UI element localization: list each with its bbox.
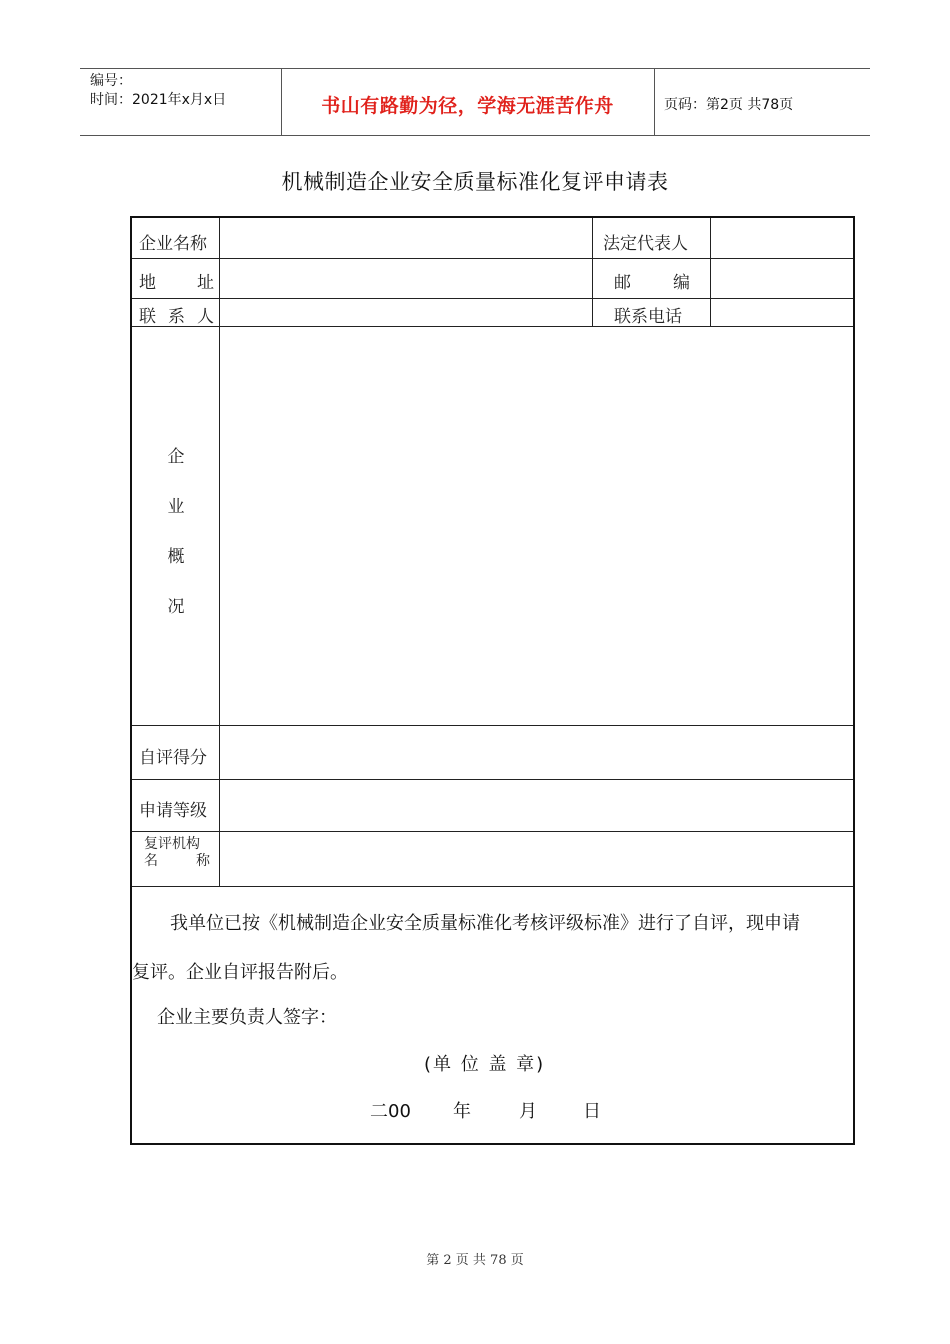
column-divider — [219, 218, 220, 886]
number-label: 编号： — [90, 73, 132, 89]
address-label-char: 址 — [197, 273, 214, 293]
page-footer: 第 2 页 共 78 页 — [426, 1253, 524, 1268]
signature-field[interactable] — [340, 1000, 640, 1028]
date-year-unit: 年 — [453, 1101, 471, 1122]
contact-phone-field[interactable] — [712, 299, 851, 325]
review-org-label-line — [144, 853, 210, 870]
column-divider — [592, 218, 593, 326]
contact-label-char: 系 — [168, 307, 185, 327]
address-label-char: 地 — [139, 273, 156, 293]
page-label: 页码：第2页 共78页 — [664, 97, 794, 113]
contact-label-char: 联 — [139, 307, 156, 327]
contact-label-char: 人 — [197, 307, 214, 327]
postcode-field[interactable] — [712, 259, 851, 297]
signature-label: 企业主要负责人签字： — [157, 1007, 337, 1028]
page-title: 机械制造企业安全质量标准化复评申请表 — [281, 170, 669, 194]
time-label: 时间：2021年x月x日 — [90, 92, 227, 108]
statement-line: 复评。企业自评报告附后。 — [132, 962, 348, 983]
overview-char: 企 — [167, 447, 185, 467]
seal-label: (单 位 盖 章) — [424, 1054, 546, 1075]
overview-label — [165, 442, 187, 642]
overview-char: 概 — [167, 547, 185, 567]
statement-line: 我单位已按《机械制造企业安全质量标准化考核评级标准》进行了自评，现申请 — [170, 913, 800, 934]
self-score-field[interactable] — [221, 726, 851, 778]
date-year: 二00 — [370, 1101, 411, 1122]
address-field[interactable] — [221, 259, 591, 297]
review-org-label-char: 称 — [196, 853, 210, 869]
date-day-unit: 日 — [583, 1101, 601, 1122]
header-bottom-rule — [80, 135, 870, 136]
header-meta — [90, 72, 226, 110]
apply-level-field[interactable] — [221, 780, 851, 830]
overview-char: 业 — [167, 497, 185, 517]
postcode-label — [614, 268, 690, 293]
header-motto: 书山有路勤为径，学海无涯苦作舟 — [321, 95, 614, 117]
review-org-label — [144, 836, 210, 870]
postcode-label-char: 邮 — [614, 273, 631, 293]
legal-rep-field[interactable] — [712, 219, 851, 257]
legal-rep-label: 法定代表人 — [603, 234, 688, 254]
apply-level-label: 申请等级 — [139, 801, 207, 821]
overview-char: 况 — [167, 597, 185, 617]
review-org-label-char: 名 — [144, 853, 158, 869]
contact-label — [139, 302, 214, 327]
contact-field[interactable] — [221, 299, 591, 325]
overview-field[interactable] — [221, 327, 851, 724]
review-org-label-line: 复评机构 — [144, 836, 200, 852]
postcode-label-char: 编 — [673, 273, 690, 293]
date-month-unit: 月 — [519, 1101, 537, 1122]
company-name-label: 企业名称 — [139, 234, 207, 254]
row-divider — [132, 886, 853, 887]
self-score-label: 自评得分 — [139, 748, 207, 768]
header-top-rule — [80, 68, 870, 69]
column-divider — [710, 218, 711, 326]
company-name-field[interactable] — [221, 219, 591, 257]
header-divider — [654, 68, 655, 135]
review-org-field[interactable] — [221, 832, 851, 885]
contact-phone-label: 联系电话 — [614, 307, 682, 327]
address-label — [139, 268, 214, 293]
